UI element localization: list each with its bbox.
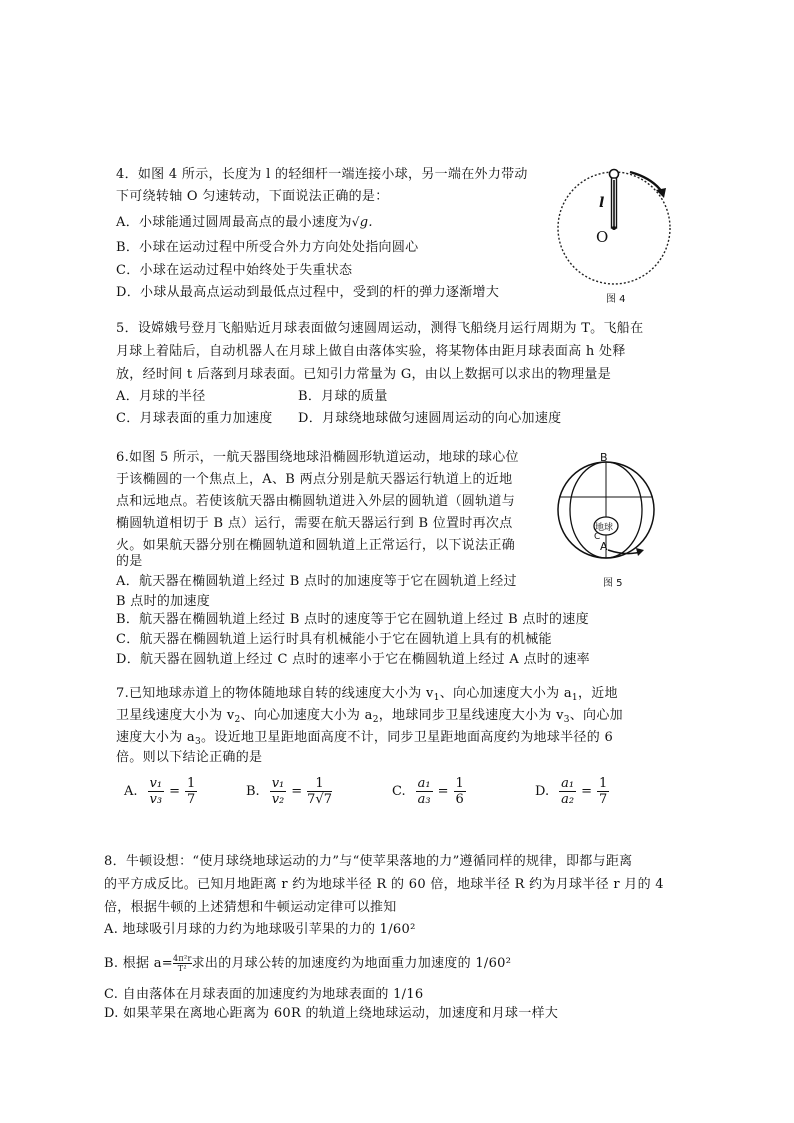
q4-option-a-value: g.	[359, 215, 373, 230]
sqrt-sign-icon: √	[351, 215, 360, 229]
frac-num: 1	[187, 776, 196, 791]
q7-option-a-label: A.	[124, 784, 138, 799]
frac-num: a₁	[561, 776, 575, 791]
frac-den: v₃	[149, 792, 163, 807]
q7-option-c	[392, 776, 468, 807]
q7-stem-line3	[116, 729, 613, 751]
q8-stem-line1: 8．牛顿设想：“使月球绕地球运动的力”与“使苹果落地的力”遵循同样的规律，即都与距离	[104, 854, 633, 869]
figure-5-caption: 图 5	[603, 578, 623, 589]
frac-num: 4π²r	[173, 954, 192, 963]
q5-stem-line3: 放，经时间 t 后落到月球表面。已知引力常量为 G，由以上数据可以求出的物理量是	[116, 367, 612, 382]
q7-line2-part3: ，地球同步卫星线速度大小为 v	[378, 708, 564, 723]
figure-4-diagram	[552, 160, 692, 290]
figure-5-diagram	[556, 452, 666, 570]
q6-option-b: B．航天器在椭圆轨道上经过 B 点时的速度等于它在圆轨道上经过 B 点时的速度	[116, 612, 589, 627]
q7-line1-part3: ，近地	[577, 686, 618, 701]
equals-sign: =	[437, 784, 449, 799]
q7-line2-part1: 卫星线速度大小为 v	[116, 708, 235, 723]
frac-num: 1	[307, 776, 332, 792]
axis-o-icon	[612, 226, 616, 230]
q6-option-a-line2: B 点时的加速度	[116, 594, 211, 609]
q7-line3-part2: 。设近地卫星距地面高度不计，同步卫星距地面高度约为地球半径的 6	[201, 730, 614, 745]
q8-option-b-formula	[173, 954, 192, 973]
q4-stem-line2: 下可绕转轴 O 匀速转动，下面说法正确的是：	[116, 189, 389, 204]
q4-stem-line1: 4．如图 4 所示，长度为 l 的轻细杆一端连接小球，另一端在外力带动	[116, 167, 528, 182]
q6-option-c: C．航天器在椭圆轨道上运行时具有机械能小于它在圆轨道上具有的机械能	[116, 632, 552, 647]
q8-stem-line3: 倍，根据牛顿的上述猜想和牛顿运动定律可以推知	[104, 900, 397, 915]
q7-option-a	[124, 776, 199, 807]
frac-den: 7	[598, 792, 608, 807]
frac-den: T²	[177, 964, 187, 973]
q7-option-d-rhs	[597, 776, 609, 807]
q7-line1-part2: 、向心加速度大小为 a	[439, 686, 572, 701]
q4-option-a-text: A．小球能通过圆周最高点的最小速度为	[116, 215, 352, 230]
q6-stem-line1: 6.如图 5 所示，一航天器围绕地球沿椭圆形轨道运动，地球的球心位	[116, 450, 519, 465]
q6-stem-line5: 火。如果航天器分别在椭圆轨道和圆轨道上正常运行，以下说法正确	[116, 538, 516, 553]
q7-option-a-rhs	[185, 776, 197, 807]
q7-stem-line1	[116, 685, 618, 707]
frac-num: v₁	[271, 776, 285, 791]
q5-option-c: C．月球表面的重力加速度	[116, 411, 273, 426]
q5-option-d: D．月球绕地球做匀速圆周运动的向心加速度	[298, 411, 562, 426]
q8-option-a: A. 地球吸引月球的力约为地球吸引苹果的力的 1/60²	[104, 922, 416, 937]
q5-stem-line1: 5．设嫦娥号登月飞船贴近月球表面做匀速圆周运动，测得飞船绕月运行周期为 T。飞船在	[116, 321, 644, 336]
q8-option-c: C. 自由落体在月球表面的加速度约为地球表面的 1/16	[104, 987, 424, 1002]
q7-option-a-lhs	[148, 776, 165, 807]
frac-num: a₁	[417, 776, 431, 791]
frac-den: a₂	[561, 792, 575, 807]
frac-num: 1	[455, 776, 464, 791]
q6-stem-line6: 的是	[116, 554, 143, 569]
q5-option-b: B．月球的质量	[298, 389, 388, 404]
q7-option-b-rhs	[307, 776, 332, 807]
q8-option-d: D. 如果苹果在离地心距离为 60R 的轨道上绕地球运动，加速度和月球一样大	[104, 1006, 559, 1021]
ball-icon	[610, 170, 619, 179]
q8-option-b-post: 求出的月球公转的加速度约为地面重力加速度的 1/60²	[191, 956, 512, 971]
frac-den: 7√7	[307, 792, 332, 807]
q7-stem-line4: 倍。则以下结论正确的是	[116, 750, 263, 765]
figure-5-label-earth: 地球	[595, 523, 614, 533]
q7-option-b	[246, 776, 334, 807]
q8-option-b-pre: B. 根据 a=	[104, 956, 173, 971]
frac-den: a₃	[417, 792, 431, 807]
equals-sign: =	[169, 784, 180, 799]
frac-num: 1	[598, 776, 608, 791]
q4-option-c: C．小球在运动过程中始终处于失重状态	[116, 263, 353, 278]
q7-option-b-lhs	[270, 776, 287, 807]
q6-stem-line4: 椭圆轨道相切于 B 点）运行，需要在航天器运行到 B 位置时再次点	[116, 516, 513, 531]
q7-subscript: 1	[433, 693, 440, 703]
frac-den: 7	[187, 792, 196, 807]
frac-den: 6	[455, 792, 464, 807]
q7-option-c-lhs	[416, 776, 433, 807]
q5-stem-line2: 月球上着陆后，自动机器人在月球上做自由落体实验，将某物体由距月球表面高 h 处释	[116, 344, 626, 359]
figure-5-label-a: A	[600, 540, 608, 553]
q7-option-c-label: C.	[392, 784, 406, 799]
q7-option-d	[535, 776, 611, 807]
q7-subscript: 2	[372, 715, 379, 725]
q6-stem-line2: 于该椭圆的一个焦点上，A、B 两点分别是航天器运行轨道上的近地	[116, 472, 513, 487]
q4-option-d: D．小球从最高点运动到最低点过程中，受到的杆的弹力逐渐增大	[116, 285, 500, 300]
q6-option-a-line1: A．航天器在椭圆轨道上经过 B 点时的加速度等于它在圆轨道上经过	[116, 574, 517, 589]
figure-5-label-c: C	[594, 532, 601, 542]
q4-option-a	[116, 213, 373, 232]
q8-stem-line2: 的平方成反比。已知月地距离 r 约为地球半径 R 的 60 倍，地球半径 R 约为月球半径 r 月的 4	[104, 877, 664, 892]
q7-subscript: 2	[234, 715, 241, 725]
q7-option-b-label: B.	[246, 784, 260, 799]
q7-subscript: 1	[571, 693, 578, 703]
q7-subscript: 3	[194, 737, 202, 747]
q6-option-d: D．航天器在圆轨道上经过 C 点时的速率小于它在椭圆轨道上经过 A 点时的速率	[116, 652, 590, 667]
figure-5-label-b: B	[600, 451, 608, 464]
q7-option-d-label: D.	[535, 784, 550, 799]
q4-option-b: B．小球在运动过程中所受合外力方向处处指向圆心	[116, 240, 419, 255]
q7-option-d-lhs	[559, 776, 576, 807]
q7-line2-part2: 、向心加速度大小为 a	[240, 708, 373, 723]
q7-subscript: 3	[563, 715, 570, 725]
q6-stem-line3: 点和远地点。若使该航天器由椭圆轨道进入外层的圆轨道（圆轨道与	[116, 494, 516, 509]
equals-sign: =	[291, 784, 303, 799]
figure-4-label-o: O	[596, 228, 609, 246]
q5-option-a: A．月球的半径	[116, 389, 206, 404]
figure-4-label-l: l	[599, 195, 605, 211]
q7-line3-part1: 速度大小为 a	[116, 730, 195, 745]
equals-sign: =	[581, 784, 592, 799]
q8-option-b	[104, 954, 511, 973]
q7-stem-line2	[116, 707, 623, 729]
frac-num: v₁	[149, 776, 163, 791]
frac-den: v₂	[271, 792, 285, 807]
q7-line1-part1: 7.已知地球赤道上的物体随地球自转的线速度大小为 v	[116, 686, 434, 701]
q7-option-c-rhs	[454, 776, 466, 807]
figure-4-caption: 图 4	[606, 294, 626, 305]
q7-line2-part4: 、向心加	[569, 708, 623, 723]
